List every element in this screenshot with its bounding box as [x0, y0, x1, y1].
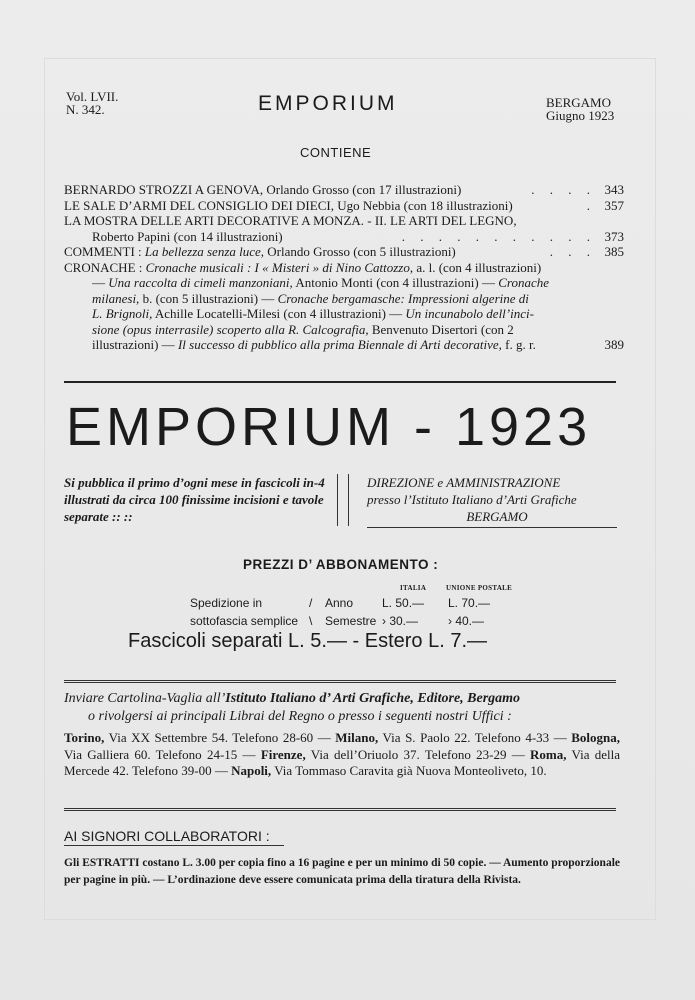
direction-title: DIREZIONE e AMMINISTRAZIONE	[367, 475, 561, 490]
contents-heading: CONTIENE	[300, 145, 372, 160]
toc-author: Benvenuto Disertori (con 2	[371, 321, 514, 337]
toc-continuation	[64, 275, 624, 291]
underline-rule	[64, 845, 284, 846]
period-semestre: Semestre	[325, 614, 377, 628]
price-value: L. 50.—	[382, 596, 425, 610]
toc-section-label: COMMENTI :	[64, 244, 142, 259]
toc-italic: Cronache musicali : I « Misteri » di Nino Cattozzo,	[145, 259, 414, 275]
price-row-label: sottofascia semplice	[190, 614, 299, 628]
office-address: Via XX Settembre 54. Telefono 28-60 —	[108, 730, 331, 745]
issue-date: Giugno 1923	[546, 108, 615, 123]
divider-rule	[64, 680, 616, 683]
toc-entry	[64, 244, 624, 260]
direction-address: presso l’Istituto Italiano d’Arti Grafiche	[367, 492, 577, 507]
toc-author: f. g. r.	[505, 337, 536, 352]
toc-italic: Cronache	[498, 275, 550, 290]
office-city: Roma,	[530, 746, 567, 762]
order-instructions	[64, 690, 620, 726]
toc-author: Achille Locatelli-Milesi (con 4 illustrazioni) —	[154, 306, 403, 321]
underline-rule	[367, 527, 617, 528]
office-city: Torino,	[64, 730, 105, 745]
toc-page-number: 343	[604, 182, 624, 197]
contributors-heading: AI SIGNORI COLLABORATORI :	[64, 828, 270, 844]
toc-italic: sione (opus interrasile) scoperto alla R. Calcografia,	[92, 321, 369, 337]
column-divider	[337, 474, 349, 526]
toc-continuation	[64, 306, 624, 322]
direction-info	[367, 474, 627, 528]
brace-mark: \	[309, 614, 313, 628]
banner-title: EMPORIUM - 1923	[66, 397, 592, 457]
office-city: Firenze,	[260, 746, 306, 762]
volume-info	[66, 90, 118, 116]
toc-entry	[64, 198, 624, 214]
toc-author: b. (con 5 illustrazioni) —	[142, 290, 275, 306]
toc-page-number: 389	[604, 337, 624, 352]
toc-author: a. l. (con 4 illustrazioni)	[416, 259, 542, 275]
toc-continuation-text	[92, 275, 624, 291]
price-value: L. 70.—	[448, 596, 491, 610]
toc-author: Orlando Grosso (con 5 illustrazioni)	[267, 244, 456, 259]
office-address: Via della Mercede 42. Telefono 39-00 —	[64, 746, 621, 778]
masthead-title: EMPORIUM	[258, 92, 398, 115]
price-row-label: Spedizione in	[190, 596, 263, 610]
toc-entry	[64, 182, 624, 198]
toc-entry	[64, 213, 624, 229]
toc-italic: Cronache bergamasche: Impressioni algerine di	[277, 290, 529, 306]
toc-author: Antonio Monti (con 4 illustrazioni) —	[295, 275, 495, 290]
place-date	[546, 96, 614, 122]
order-line	[64, 690, 620, 708]
toc-continuation-text	[92, 291, 624, 307]
toc-continuation	[64, 291, 624, 307]
toc-continuation-text	[92, 306, 624, 322]
office-city: Milano,	[335, 730, 379, 745]
toc-continuation-text	[92, 337, 596, 353]
toc-page-number: 373	[604, 228, 624, 244]
toc-entry-title: LA MOSTRA DELLE ARTI DECORATIVE A MONZA. - II. LE ARTI DEL LEGNO,	[64, 213, 517, 228]
toc-entry-title: BERNARDO STROZZI A GENOVA, Orlando Grosso (con 17 illustrazioni)	[64, 182, 462, 197]
toc-author: illustrazioni) —	[92, 337, 175, 352]
offices-list	[64, 730, 620, 780]
column-header-unione-postale: UNIONE POSTALE	[446, 584, 513, 592]
brace-mark: /	[309, 596, 313, 610]
toc-entry-title: Roberto Papini (con 14 illustrazioni)	[92, 228, 283, 244]
order-line: o rivolgersi ai principali Librai del Regno o presso i seguenti nostri Uffici :	[88, 709, 512, 724]
direction-city: BERGAMO	[466, 509, 528, 524]
toc-continuation-text	[92, 322, 624, 338]
office-address: Via Tommaso Caravita già Nuova Monteoliveto, 10.	[274, 763, 547, 778]
price-value: › 40.—	[448, 614, 485, 628]
offprints-notice: Gli ESTRATTI costano L. 3.00 per copia fino a 16 pagine e per un minimo di 50 copie. — Aumento proporzionale per pagine in più. — L’ordinazione deve essere comunicata prima della tiratura della Rivista.	[64, 857, 620, 886]
toc-dash: —	[92, 275, 109, 290]
divider-rule	[64, 381, 616, 383]
volume-number: Vol. LVII.	[66, 89, 119, 104]
toc-leader: .	[586, 197, 596, 213]
toc-entry	[64, 260, 624, 276]
toc-entry-continued	[64, 229, 624, 245]
toc-section-label: CRONACHE :	[64, 259, 143, 275]
toc-entry-title	[64, 244, 550, 260]
office-address: Via Galliera 60. Telefono 24-15 —	[64, 746, 256, 762]
order-text: Inviare Cartolina-Vaglia all’	[64, 691, 226, 706]
toc-leader: . . . .	[531, 182, 596, 197]
toc-entry-title: LE SALE D’ARMI DEL CONSIGLIO DEI DIECI, Ugo Nebbia (con 18 illustrazioni)	[64, 197, 513, 213]
toc-entry-title	[64, 260, 624, 276]
office-city: Bologna,	[571, 730, 621, 745]
toc-italic: L. Brignoli,	[92, 306, 153, 321]
toc-italic: Il successo di pubblico alla prima Biennale di Arti decorative,	[177, 337, 502, 352]
prices-heading: PREZZI D’ ABBONAMENTO :	[243, 557, 439, 572]
price-value: › 30.—	[382, 614, 419, 628]
single-issue-price: Fascicoli separati L. 5.— - Estero L. 7.—	[128, 630, 488, 652]
divider-rule	[64, 808, 616, 811]
office-address: Via S. Paolo 22. Telefono 4-33 —	[382, 730, 567, 745]
period-anno: Anno	[325, 596, 354, 610]
toc-leader: . . .	[549, 244, 596, 259]
toc-italic: milanesi,	[92, 290, 140, 306]
publisher-name: Istituto Italiano d’ Arti Grafiche, Editore, Bergamo	[225, 691, 521, 706]
toc-italic: La bellezza senza luce,	[144, 244, 265, 259]
toc-page-number: 357	[604, 197, 624, 213]
toc-leader: . . . . . . . . . . .	[401, 228, 596, 244]
office-address: Via dell’Oriuolo 37. Telefono 23-29 —	[310, 746, 525, 762]
toc-italic: Un incunabolo dell’inci-	[405, 306, 534, 321]
column-header-italia: ITALIA	[400, 584, 427, 592]
publication-info: Si pubblica il primo d’ogni mese in fascicoli in-4 illustrati da circa 100 finissime incisioni e tavole separate :: ::	[64, 475, 325, 524]
office-city: Napoli,	[231, 763, 272, 778]
city: BERGAMO	[546, 95, 612, 110]
issue-number: N. 342.	[66, 102, 105, 117]
toc-page-number: 385	[604, 244, 624, 259]
toc-continuation	[64, 322, 624, 338]
table-of-contents	[64, 182, 624, 353]
toc-continuation	[64, 337, 624, 353]
toc-italic: Una raccolta di cimeli manzoniani,	[108, 275, 293, 290]
